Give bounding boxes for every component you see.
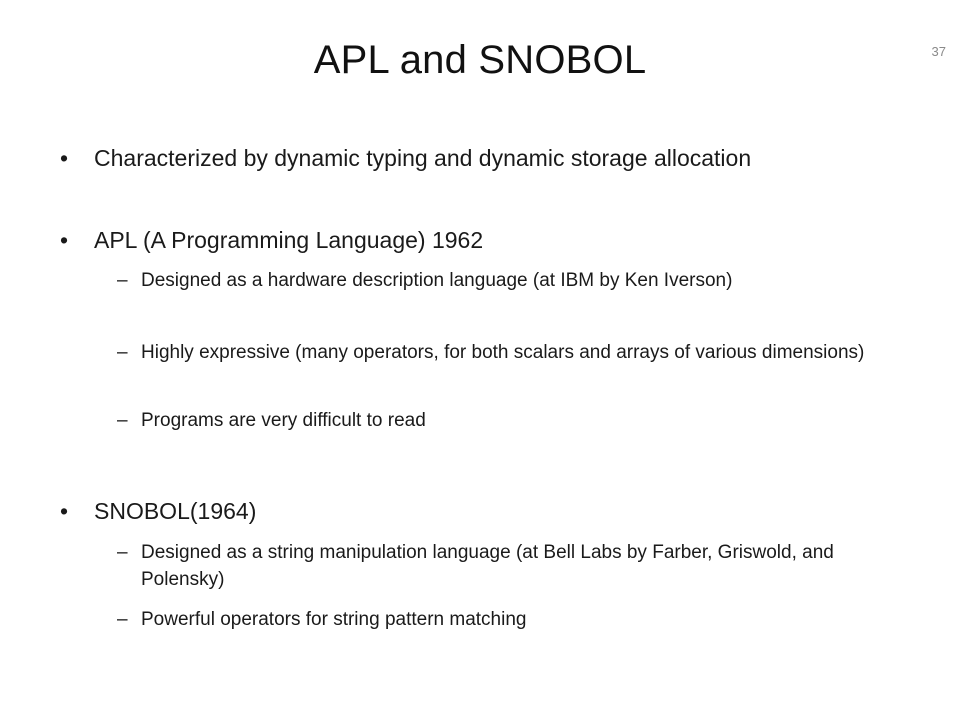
sub-bullet-item: [117, 606, 877, 633]
dash-icon: –: [117, 410, 128, 431]
sub-bullet-text: Designed as a hardware description language (at IBM by Ken Iverson): [141, 270, 733, 291]
bullet-item: [60, 224, 880, 257]
bullet-icon: •: [60, 498, 69, 524]
slide-title: APL and SNOBOL: [313, 38, 647, 82]
sub-bullet-item: [117, 339, 877, 366]
bullet-icon: •: [60, 227, 69, 253]
sub-bullet-item: [117, 539, 877, 593]
sub-bullet-item: [117, 267, 877, 294]
page-number: 37: [931, 44, 946, 59]
bullet-text: Characterized by dynamic typing and dynamic storage allocation: [94, 145, 752, 171]
dash-icon: –: [117, 609, 128, 630]
bullet-icon: •: [60, 145, 69, 171]
dash-icon: –: [117, 342, 128, 363]
bullet-item: [60, 495, 880, 528]
bullet-text: SNOBOL(1964): [94, 498, 257, 524]
sub-bullet-text: Designed as a string manipulation language (at Bell Labs by Farber, Griswold, and Polensky): [141, 542, 834, 590]
bullet-item: [60, 142, 880, 175]
sub-bullet-text: Highly expressive (many operators, for both scalars and arrays of various dimensions): [141, 342, 865, 363]
sub-bullet-text: Programs are very difficult to read: [141, 410, 426, 431]
dash-icon: –: [117, 542, 128, 563]
sub-bullet-text: Powerful operators for string pattern matching: [141, 609, 527, 630]
sub-bullet-item: [117, 407, 877, 434]
bullet-text: APL (A Programming Language) 1962: [94, 227, 484, 253]
dash-icon: –: [117, 270, 128, 291]
